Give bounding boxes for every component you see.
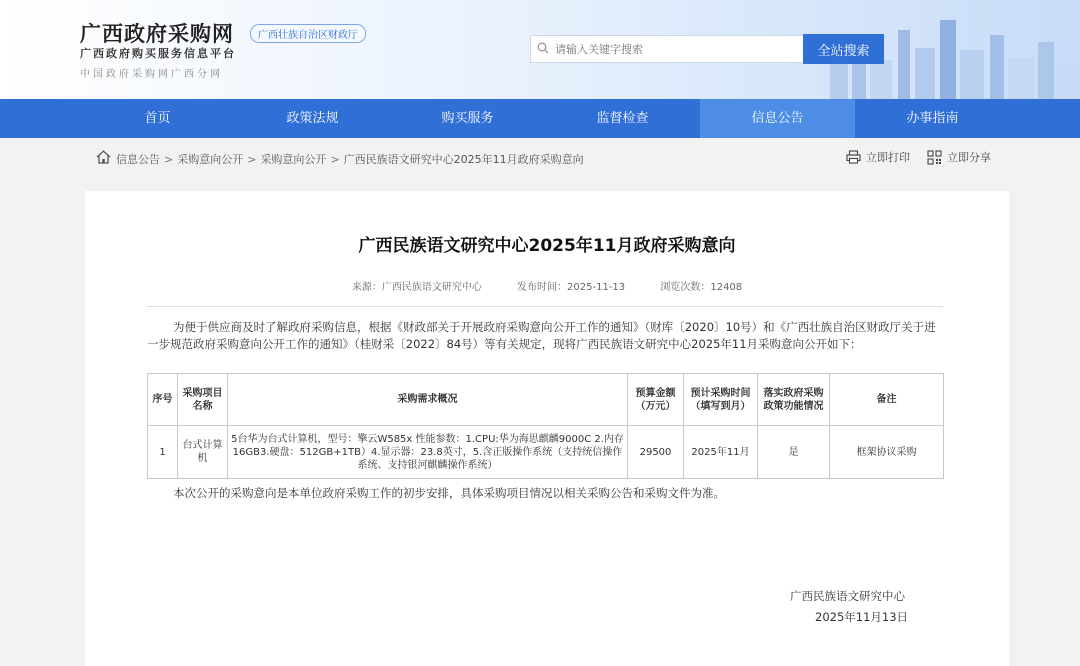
breadcrumb-item-current: 广西民族语文研究中心2025年11月政府采购意向 <box>343 153 584 166</box>
column-header-remark: 备注 <box>830 374 944 426</box>
column-header-policy: 落实政府采购政策功能情况 <box>758 374 830 426</box>
breadcrumb-separator: > <box>164 153 174 166</box>
nav-item-announcements[interactable]: 信息公告 <box>700 99 855 138</box>
search-input[interactable] <box>530 35 804 63</box>
cell-budget: 29500 <box>628 426 684 479</box>
breadcrumb-bar <box>0 138 1080 178</box>
nav-item-guide[interactable]: 办事指南 <box>906 111 959 126</box>
breadcrumb-item-intent-public-sub[interactable]: 采购意向公开 <box>260 153 327 166</box>
nav-item-home[interactable]: 首页 <box>144 111 171 126</box>
breadcrumb <box>116 151 584 167</box>
department-badge: 广西壮族自治区财政厅 <box>250 24 366 43</box>
breadcrumb-separator: > <box>247 153 257 166</box>
cell-time: 2025年11月 <box>684 426 758 479</box>
cell-name: 台式计算机 <box>178 426 228 479</box>
procurement-table <box>147 373 944 479</box>
signature-date: 2025年11月13日 <box>815 610 909 624</box>
title-divider <box>147 306 943 307</box>
cell-policy: 是 <box>758 426 830 479</box>
cell-no: 1 <box>148 426 178 479</box>
article-panel <box>85 191 1009 666</box>
column-header-time: 预计采购时间（填写到月） <box>684 374 758 426</box>
nav-item-policy[interactable]: 政策法规 <box>286 111 339 126</box>
article-intro: 为便于供应商及时了解政府采购信息，根据《财政部关于开展政府采购意向公开工作的通知》（财库〔2020〕10号）和《广西壮族自治区财政厅关于进一步规范政府采购意向公开工作的通知》（桂财采〔2022〕84号）等有关规定，现将广西民族语文研究中心2025年11月采购意向公开如下： <box>147 320 936 351</box>
table-header-row <box>148 374 944 426</box>
breadcrumb-item-announcements[interactable]: 信息公告 <box>116 153 160 166</box>
article-source: 来源：广西民族语文研究中心 <box>351 282 482 293</box>
site-header <box>0 0 1080 100</box>
cell-remark: 框架协议采购 <box>830 426 944 479</box>
search-icon <box>537 42 549 54</box>
site-subtitle: 广西政府购买服务信息平台 <box>80 47 236 60</box>
signature-org: 广西民族语文研究中心 <box>790 589 905 603</box>
share-button[interactable] <box>927 149 991 165</box>
breadcrumb-item-intent-public[interactable]: 采购意向公开 <box>177 153 244 166</box>
cell-desc: 5台华为台式计算机，型号：擎云W585x 性能参数：1.CPU:华为海思麒麟9000C 2.内存16GB3.硬盘：512GB+1TB）4.显示器：23.8英寸，5.含正版操作系统（支持统信操作系统、支持银河麒麟操作系统） <box>228 426 628 479</box>
table-row <box>148 426 944 479</box>
home-icon[interactable] <box>96 150 111 164</box>
nav-item-purchase-service[interactable]: 购买服务 <box>441 111 494 126</box>
column-header-no: 序号 <box>148 374 178 426</box>
site-subtitle-secondary: 中国政府采购网广西分网 <box>80 69 223 80</box>
breadcrumb-separator: > <box>330 153 340 166</box>
column-header-desc: 采购需求概况 <box>228 374 628 426</box>
article-title: 广西民族语文研究中心2025年11月政府采购意向 <box>358 236 736 256</box>
article-views: 浏览次数：12408 <box>660 282 743 293</box>
print-button[interactable] <box>846 149 910 165</box>
main-nav <box>0 99 1080 138</box>
column-header-budget: 预算金额（万元） <box>628 374 684 426</box>
share-label: 立即分享 <box>947 151 991 164</box>
site-title[interactable]: 广西政府采购网 <box>80 22 234 46</box>
article-outro: 本次公开的采购意向是本单位政府采购工作的初步安排，具体采购项目情况以相关采购公告和采购文件为准。 <box>173 486 725 500</box>
nav-item-supervision[interactable]: 监督检查 <box>596 111 649 126</box>
column-header-name: 采购项目名称 <box>178 374 228 426</box>
article-meta <box>85 278 1009 293</box>
print-label: 立即打印 <box>866 151 910 164</box>
article-date: 发布时间：2025-11-13 <box>517 282 626 293</box>
qr-code-icon <box>927 150 942 165</box>
printer-icon <box>846 150 861 164</box>
site-search-button[interactable]: 全站搜索 <box>803 34 884 64</box>
